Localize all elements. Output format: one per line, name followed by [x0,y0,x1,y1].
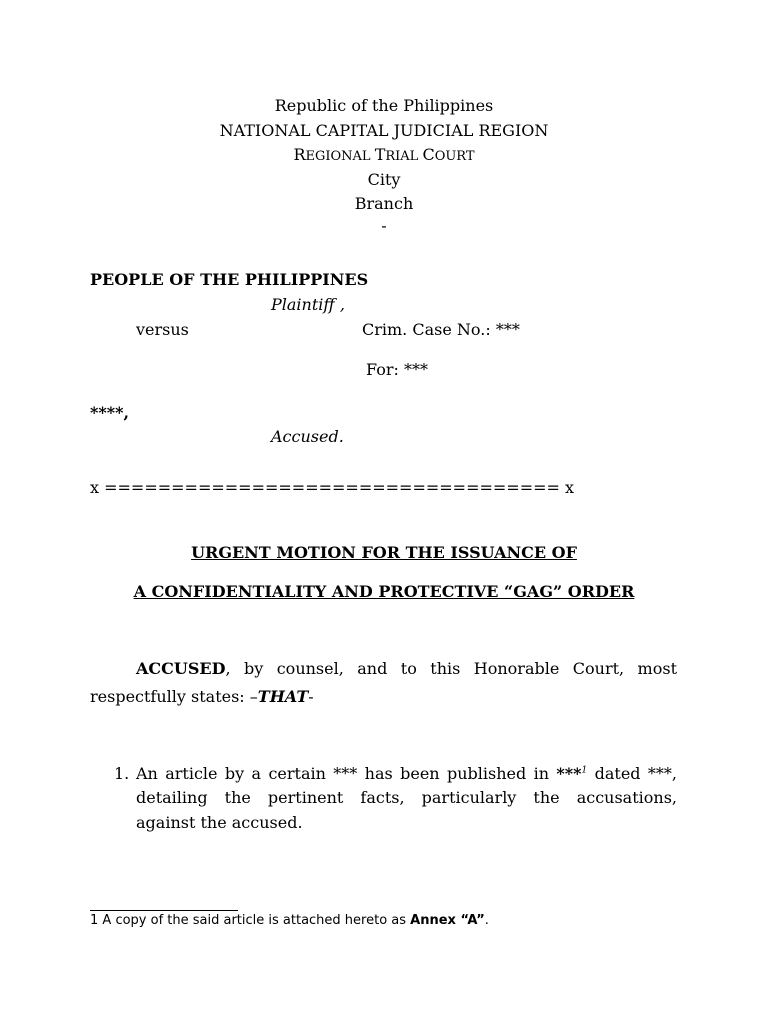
item1-number: 1. [114,764,130,783]
court-t: T [374,145,386,164]
footnote-divider [90,910,238,911]
intro-line1 [136,661,677,677]
intro-text2: respectfully states: – [90,687,258,706]
footnote-text: A copy of the said article is attached hereto as [98,913,411,928]
accused-name: ****, [90,403,130,422]
case-number: Crim. Case No.: *** [362,320,520,339]
item1-text-c: dated ***, [587,764,677,783]
motion-title-line1: URGENT MOTION FOR THE ISSUANCE OF [191,543,577,562]
item1-footnote-ref: 1 [581,765,588,776]
caption-dash: - [381,216,387,235]
item1-line3: against the accused. [136,813,303,832]
court-ourt: OURT [434,149,475,164]
item1-publication: *** [556,764,582,783]
caption-region: NATIONAL CAPITAL JUDICIAL REGION [219,121,549,140]
intro-that: THAT [257,687,309,706]
case-for: For: *** [366,360,428,379]
intro-text1: , by counsel, and to this Honorable Court, most [225,659,677,678]
footnote-end: . [484,913,489,928]
plaintiff-name: PEOPLE OF THE PHILIPPINES [90,270,369,289]
court-r: R [293,145,306,164]
accused-role: Accused. [271,427,344,446]
court-c: C [422,145,435,164]
caption-republic: Republic of the Philippines [274,96,494,115]
footnote-number: 1 [90,913,99,928]
item1-line2: detailing the pertinent facts, particularly the accusations, [136,788,677,807]
footnote-annex: Annex “A” [410,913,485,928]
motion-title-line2: A CONFIDENTIALITY AND PROTECTIVE “GAG” ORDER [133,582,635,601]
item1-line1 [136,766,677,782]
versus-label: versus [136,320,189,339]
caption-city: City [367,170,401,189]
intro-line2 [90,689,314,705]
footnote [90,914,489,927]
caption-branch: Branch [354,194,414,213]
court-egional: EGIONAL [305,149,375,164]
court-rial: RIAL [385,149,423,164]
intro-dash: - [308,687,314,706]
intro-accused: ACCUSED [136,659,226,678]
caption-court [0,147,768,163]
plaintiff-role: Plaintiff , [271,295,345,314]
caption-separator: x ================================== x [90,478,575,497]
item1-text-a: An article by a certain *** has been published in [136,764,557,783]
